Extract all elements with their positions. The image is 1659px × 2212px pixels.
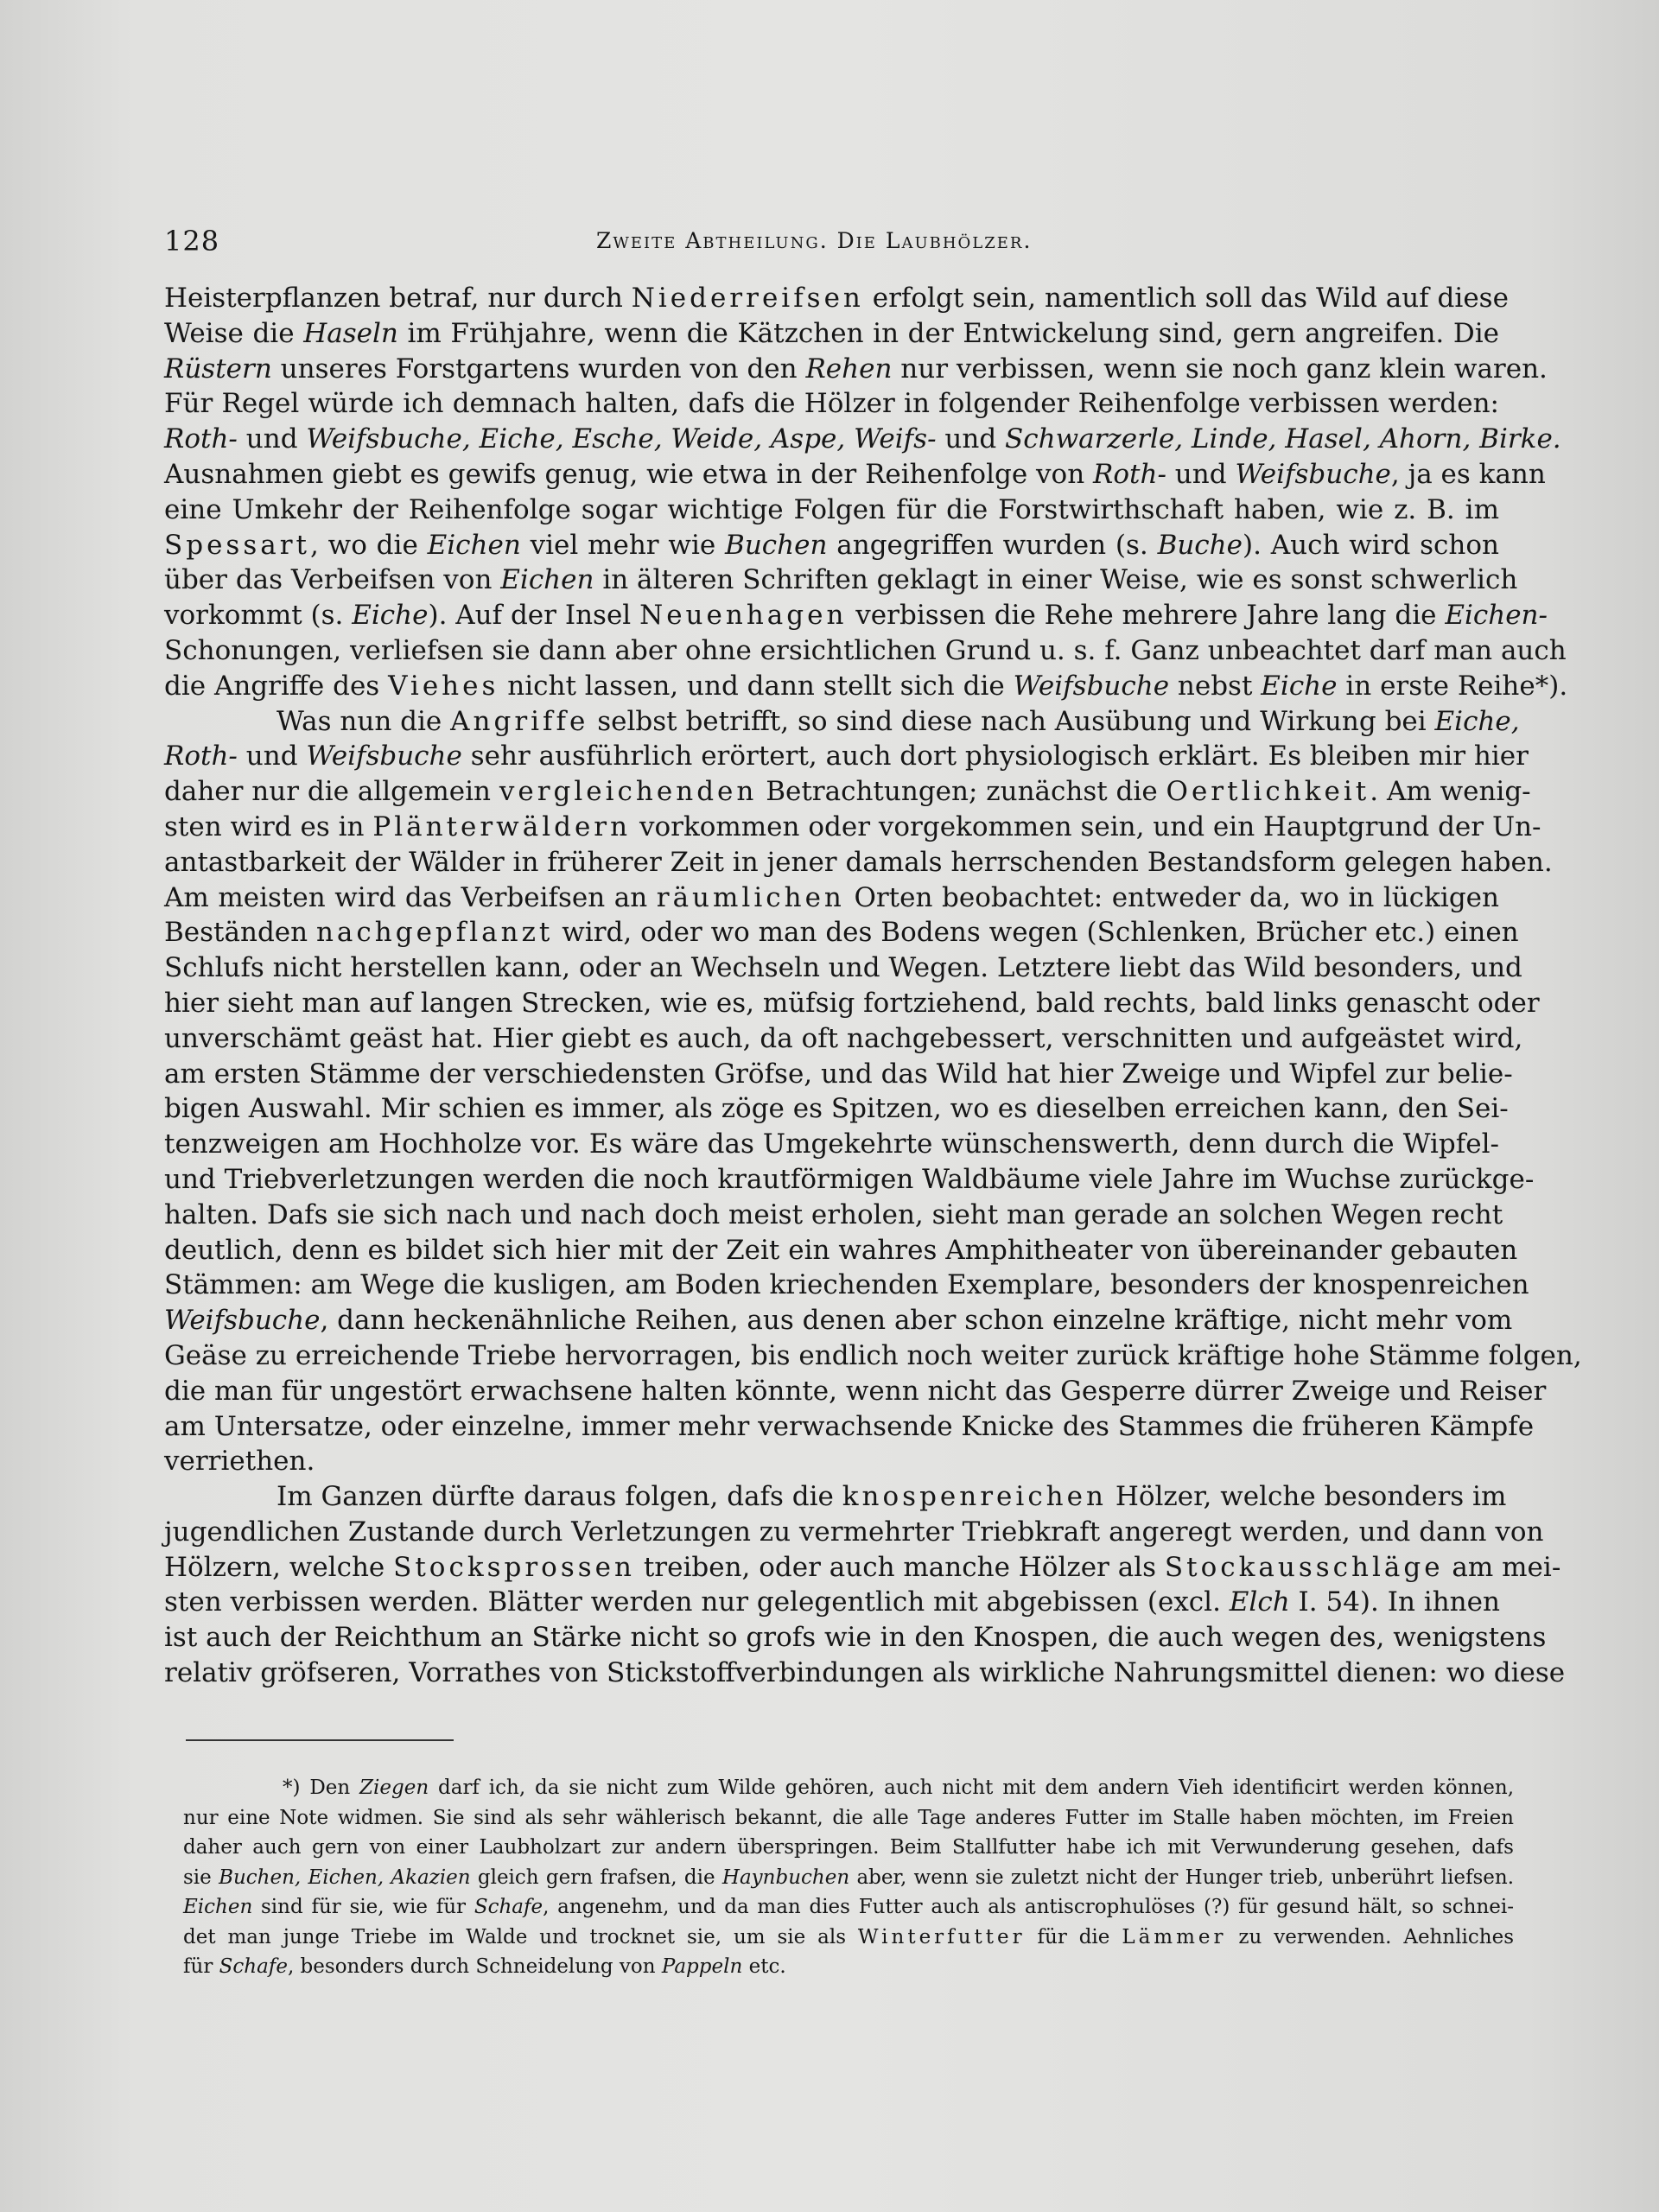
footnote_lines-line: daher auch gern von einer Laubholzart zur andern überspringen. Beim Stallfutter habe ich mit Verwunderung gesehen, dafs bbox=[183, 1836, 1514, 1859]
italic-term: Elch bbox=[1229, 1586, 1290, 1618]
spaced-term: Stockausschläge bbox=[1164, 1551, 1444, 1583]
italic-term: Eichen bbox=[183, 1896, 253, 1918]
spaced-term: Winterfutter bbox=[857, 1925, 1026, 1948]
body_lines-line: ist auch der Reichthum an Stärke nicht so grofs wie in den Knospen, die auch wegen des, wenigstens bbox=[164, 1622, 1547, 1654]
spaced-term: Neuenhagen bbox=[639, 600, 848, 632]
body_lines-line: jugendlichen Zustande durch Verletzungen zu vermehrter Triebkraft angeregt werden, und dann von bbox=[164, 1516, 1544, 1548]
body_lines-line: verriethen. bbox=[164, 1446, 315, 1478]
footnote_lines-line: Eichen sind für sie, wie für Schafe, angenehm, und da man dies Futter auch als antiscrophulöses (?) für gesund hält, so schnei- bbox=[183, 1896, 1514, 1918]
main-text bbox=[164, 281, 1582, 1691]
body_lines-line: Rüstern unseres Forstgartens wurden von den Rehen nur verbissen, wenn sie noch ganz klein waren. bbox=[164, 353, 1548, 385]
body_lines-line: vorkommt (s. Eiche). Auf der Insel Neuenhagen verbissen die Rehe mehrere Jahre lang die Eichen- bbox=[164, 600, 1548, 632]
body_lines-line: daher nur die allgemein vergleichenden Betrachtungen; zunächst die Oertlichkeit. Am wenig- bbox=[164, 776, 1531, 808]
spaced-term: Plänterwäldern bbox=[372, 810, 632, 842]
italic-term: Rüstern bbox=[164, 353, 272, 385]
italic-term: Weifsbuche bbox=[306, 741, 462, 772]
body_lines-line: halten. Dafs sie sich nach und nach doch meist erholen, sieht man gerade an solchen Wegen recht bbox=[164, 1198, 1503, 1230]
italic-term: Eiche bbox=[1261, 670, 1338, 702]
italic-term: Weifsbuche bbox=[1235, 458, 1391, 490]
italic-term: Rehen bbox=[805, 353, 893, 385]
body_lines-line: Geäse zu erreichende Triebe hervorragen, bis endlich noch weiter zurück kräftige hohe Stämme folgen, bbox=[164, 1339, 1582, 1371]
body_lines-line: sten verbissen werden. Blätter werden nur gelegentlich mit abgebissen (excl. Elch I. 54). In ihnen bbox=[164, 1586, 1500, 1618]
italic-term: Roth- bbox=[164, 423, 238, 455]
spaced-term: vergleichenden bbox=[499, 776, 758, 808]
italic-term: Weifsbuche, Eiche, Esche, Weide, Aspe, Weifs- bbox=[306, 423, 937, 455]
body_lines-line: Roth- und Weifsbuche, Eiche, Esche, Weide, Aspe, Weifs- und Schwarzerle, Linde, Hasel, Ahorn, Birke. bbox=[164, 423, 1561, 455]
body_lines-line: Roth- und Weifsbuche sehr ausführlich erörtert, auch dort physiologisch erklärt. Es bleiben mir hier bbox=[164, 741, 1529, 772]
footnote_lines-line: sie Buchen, Eichen, Akazien gleich gern frafsen, die Haynbuchen aber, wenn sie zuletzt nicht der Hunger trieb, unberührt liefsen. bbox=[183, 1866, 1515, 1889]
italic-term: Roth- bbox=[164, 741, 238, 772]
italic-term: Eiche bbox=[352, 600, 429, 632]
body_lines-line: Schonungen, verliefsen sie dann aber ohne ersichtlichen Grund u. s. f. Ganz unbeachtet darf man auch bbox=[164, 634, 1567, 666]
body_lines-line: Hölzern, welche Stocksprossen treiben, oder auch manche Hölzer als Stockausschläge am mei- bbox=[164, 1551, 1561, 1583]
body_lines-line: und Triebverletzungen werden die noch krautförmigen Waldbäume viele Jahre im Wuchse zurückge- bbox=[164, 1163, 1535, 1195]
italic-term: Roth- bbox=[1093, 458, 1166, 490]
spaced-term: nachgepflanzt bbox=[315, 917, 554, 949]
footnote_lines-line: nur eine Note widmen. Sie sind als sehr wählerisch bekannt, die alle Tage anderes Futter im Stalle haben möchten, im Freien bbox=[183, 1806, 1514, 1829]
body_lines-line: Beständen nachgepflanzt wird, oder wo man des Bodens wegen (Schlenken, Brücher etc.) einen bbox=[164, 917, 1519, 949]
footnote bbox=[183, 1773, 1514, 1982]
body_lines-line: antastbarkeit der Wälder in früherer Zeit in jener damals herrschenden Bestandsform gelegen haben. bbox=[164, 846, 1553, 878]
body_lines-line: über das Verbeifsen von Eichen in älteren Schriften geklagt in einer Weise, wie es sonst schwerlich bbox=[164, 564, 1518, 596]
italic-term: Eichen- bbox=[1445, 600, 1548, 632]
italic-term: Pappeln bbox=[661, 1955, 743, 1978]
italic-term: Eiche, bbox=[1434, 705, 1520, 737]
footnote_lines-line: det man junge Triebe im Walde und trocknet sie, um sie als Winterfutter für die Lämmer zu verwenden. Aehnliches bbox=[183, 1925, 1514, 1948]
italic-term: Weifsbuche bbox=[164, 1305, 321, 1337]
italic-term: Eichen bbox=[500, 564, 594, 596]
body_lines-line: tenzweigen am Hochholze vor. Es wäre das Umgekehrte wünschenswerth, denn durch die Wipfel- bbox=[164, 1128, 1499, 1160]
spaced-term: Oertlichkeit bbox=[1166, 776, 1370, 808]
body_lines-line: Weifsbuche, dann heckenähnliche Reihen, aus denen aber schon einzelne kräftige, nicht mehr vom bbox=[164, 1305, 1513, 1337]
body_lines-line: bigen Auswahl. Mir schien es immer, als zöge es Spitzen, wo es dieselben erreichen kann, den Sei- bbox=[164, 1093, 1509, 1125]
spaced-term: Stocksprossen bbox=[393, 1551, 635, 1583]
body_lines-line: deutlich, denn es bildet sich hier mit der Zeit ein wahres Amphitheater von übereinander gebauten bbox=[164, 1234, 1518, 1266]
italic-term: Schafe bbox=[474, 1896, 543, 1918]
body_lines-line: Am meisten wird das Verbeifsen an räumlichen Orten beobachtet: entweder da, wo in lückigen bbox=[164, 881, 1499, 913]
spaced-term: Lämmer bbox=[1122, 1925, 1227, 1948]
body_lines-line: eine Umkehr der Reihenfolge sogar wichtige Folgen für die Forstwirthschaft haben, wie z. B. im bbox=[164, 493, 1499, 525]
running-head: Zweite Abtheilung. Die Laubhölzer. bbox=[596, 228, 1033, 253]
footnote_lines-line: für Schafe, besonders durch Schneidelung von Pappeln etc. bbox=[183, 1955, 786, 1978]
italic-term: Ziegen bbox=[359, 1777, 429, 1799]
italic-term: Schwarzerle, Linde, Hasel, Ahorn, Birke. bbox=[1005, 423, 1561, 455]
body_lines-line: am ersten Stämme der verschiedensten Gröfse, und das Wild hat hier Zweige und Wipfel zur belie- bbox=[164, 1058, 1513, 1090]
body_lines-line: Was nun die Angriffe selbst betrifft, so sind diese nach Ausübung und Wirkung bei Eiche, bbox=[276, 705, 1520, 737]
spaced-term: Spessart bbox=[164, 529, 311, 561]
body_lines-line: unverschämt geäst hat. Hier giebt es auch, da oft nachgebessert, verschnitten und aufgeästet wird, bbox=[164, 1022, 1523, 1054]
footnote_lines-line: *) Den Ziegen darf ich, da sie nicht zum Wilde gehören, auch nicht mit dem andern Vieh identificirt werden können, bbox=[283, 1777, 1514, 1799]
body_lines-line: Im Ganzen dürfte daraus folgen, dafs die knospenreichen Hölzer, welche besonders im bbox=[276, 1481, 1507, 1513]
footnote-divider bbox=[186, 1739, 454, 1741]
body_lines-line: sten wird es in Plänterwäldern vorkommen oder vorgekommen sein, und ein Hauptgrund der Un- bbox=[164, 810, 1541, 842]
italic-term: Haseln bbox=[303, 317, 398, 349]
body_lines-line: Heisterpflanzen betraf, nur durch Niederreifsen erfolgt sein, namentlich soll das Wild auf diese bbox=[164, 283, 1509, 314]
page-number: 128 bbox=[164, 225, 220, 257]
body_lines-line: Für Regel würde ich demnach halten, dafs die Hölzer in folgender Reihenfolge verbissen werden: bbox=[164, 388, 1499, 420]
italic-term: Haynbuchen bbox=[721, 1866, 850, 1889]
spaced-term: knospenreichen bbox=[842, 1481, 1107, 1513]
spaced-term: Niederreifsen bbox=[631, 283, 864, 314]
italic-term: Schafe bbox=[219, 1955, 288, 1978]
body_lines-line: Stämmen: am Wege die kusligen, am Boden kriechenden Exemplare, besonders der knospenreichen bbox=[164, 1269, 1529, 1301]
italic-term: Buchen bbox=[725, 529, 828, 561]
body_lines-line: die Angriffe des Viehes nicht lassen, und dann stellt sich die Weifsbuche nebst Eiche in erste Reihe*). bbox=[164, 670, 1568, 702]
body_lines-line: Spessart, wo die Eichen viel mehr wie Buchen angegriffen wurden (s. Buche). Auch wird schon bbox=[164, 529, 1500, 561]
body_lines-line: am Untersatze, oder einzelne, immer mehr verwachsende Knicke des Stammes die früheren Kämpfe bbox=[164, 1410, 1535, 1442]
body_lines-line: Ausnahmen giebt es gewifs genug, wie etwa in der Reihenfolge von Roth- und Weifsbuche, ja es kann bbox=[164, 458, 1546, 490]
italic-term: Buche bbox=[1157, 529, 1243, 561]
spaced-term: Viehes bbox=[388, 670, 499, 702]
spaced-term: räumlichen bbox=[656, 881, 845, 913]
italic-term: Eichen bbox=[427, 529, 521, 561]
body_lines-line: Schlufs nicht herstellen kann, oder an Wechseln und Wegen. Letztere liebt das Wild besonders, und bbox=[164, 952, 1522, 984]
body_lines-line: die man für ungestört erwachsene halten könnte, wenn nicht das Gesperre dürrer Zweige und Reiser bbox=[164, 1375, 1547, 1407]
body_lines-line: hier sieht man auf langen Strecken, wie es, müfsig fortziehend, bald rechts, bald links genascht oder bbox=[164, 987, 1540, 1019]
italic-term: Weifsbuche bbox=[1013, 670, 1170, 702]
spaced-term: Angriffe bbox=[450, 705, 589, 737]
body_lines-line: relativ gröfseren, Vorrathes von Stickstoffverbindungen als wirkliche Nahrungsmittel dienen: wo diese bbox=[164, 1657, 1566, 1689]
body_lines-line: Weise die Haseln im Frühjahre, wenn die Kätzchen in der Entwickelung sind, gern angreifen. Die bbox=[164, 317, 1499, 349]
italic-term: Buchen, Eichen, Akazien bbox=[219, 1866, 471, 1889]
